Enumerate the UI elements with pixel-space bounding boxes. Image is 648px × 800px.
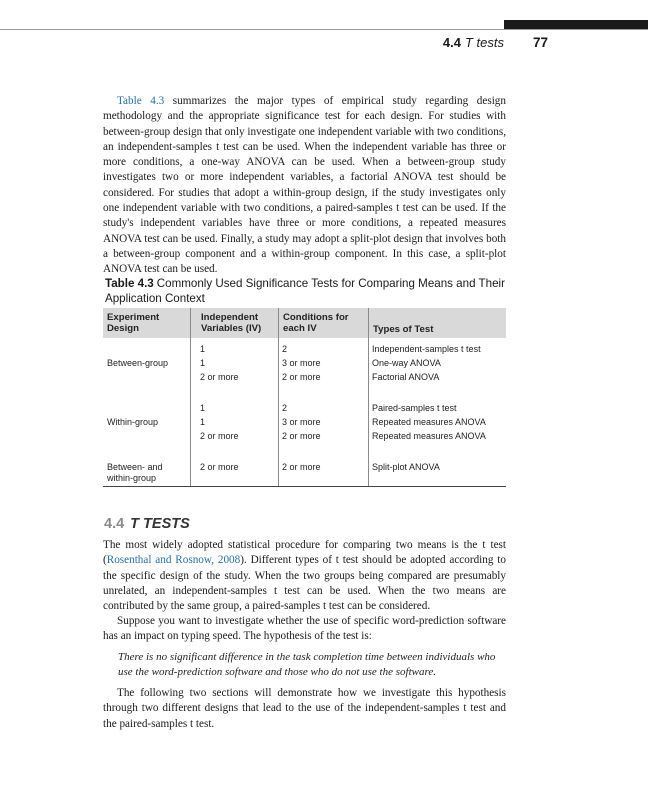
header-test: Types of Test [373,324,434,335]
intro-text: summarizes the major types of empirical study regarding design methodology and the appropriate significance test for each design. For studies with between-group design that only investigate one independent variable with two conditions, an independent-samples t test can be used. When the independent variable has three or more conditions, a one-way ANOVA can be used. When a between-group study investigates two or more independent variables, a factorial ANOVA test should be considered. For studies that adopt a within-group design, if the study investigates only one independent variable with two conditions, a paired-samples t test can be used. If the study's independent variables have three or more conditions, a repeated measures ANOVA test can be used. Finally, a study may adopt a split-plot design that involves both a between-group component and a within-group component. In this case, a split-plot ANOVA test can be used. [103,95,506,276]
iv-cell: 2 or more [200,431,239,441]
conditions-cell: 2 [282,344,288,354]
p1-before: The most widely adopted statistical procedure for comparing two means is the t test ( [103,539,506,567]
p1-after: ). Different types of t test should be adopted according to the specific design of the study. When the two groups being compared are presumably unrelated, an independent-samples t test can be used. When the two means are contributed by the same group, a paired-samples t test can be considered. [103,554,506,613]
section-paragraph-3: The following two sections will demonstrate how we investigate this hypothesis through two different designs that lead to the use of the independent-samples t test and the paired-samples t test. [103,687,506,730]
table-bottom-rule [103,486,506,487]
table-label: Table 4.3 [105,277,154,290]
test-cell: One-way ANOVA [372,358,441,368]
iv-cell: 1 [200,403,206,413]
header-bar [504,20,648,29]
test-cell: Split-plot ANOVA [372,462,440,472]
running-head-section-title: T tests [464,35,504,50]
design-cell: Within-group [107,417,159,427]
table-header-row [103,308,506,338]
citation-link[interactable]: Rosenthal and Rosnow, 2008 [106,554,241,567]
header-iv: Independent Variables (IV) [201,312,262,334]
conditions-cell: 2 or more [282,431,321,441]
section-paragraph-1 [103,538,506,614]
significance-tests-table [103,308,506,486]
conditions-cell: 2 [282,403,288,413]
header-rule [0,29,648,30]
header-conditions: Conditions for each IV [283,312,349,334]
table-caption [105,276,505,306]
table-caption-text: Commonly Used Significance Tests for Comparing Means and Their Application Context [105,277,505,305]
iv-cell: 2 or more [200,372,239,382]
page-number: 77 [532,35,548,50]
running-head-section-number: 4.4 [442,35,461,50]
test-cell: Factorial ANOVA [372,372,440,382]
conditions-cell: 2 or more [282,462,321,472]
test-cell: Independent-samples t test [372,344,481,354]
iv-cell: 1 [200,344,206,354]
test-cell: Repeated measures ANOVA [372,431,486,441]
section-number: 4.4 [104,516,125,532]
table-body [103,338,506,486]
intro-paragraph [103,94,506,278]
section-heading [104,516,190,532]
iv-cell: 1 [200,358,206,368]
running-head-section [443,35,504,50]
iv-cell: 1 [200,417,206,427]
section-title: T TESTS [130,516,190,532]
design-cell: Between-group [107,358,169,368]
conditions-cell: 2 or more [282,372,321,382]
header-design: Experiment Design [107,312,160,334]
iv-cell: 2 or more [200,462,239,472]
design-cell: Between- and within-group [107,462,163,483]
test-cell: Paired-samples t test [372,403,457,413]
table-reference-link[interactable]: Table 4.3 [117,95,165,107]
conditions-cell: 3 or more [282,358,321,368]
conditions-cell: 3 or more [282,417,321,427]
hypothesis-quote: There is no significant difference in the task completion time between individuals who use the word-prediction software and those who do not use the software. [118,651,496,678]
test-cell: Repeated measures ANOVA [372,417,486,427]
section-paragraph-2: Suppose you want to investigate whether the use of specific word-prediction software has an impact on typing speed. The hypothesis of the test is: [103,615,506,643]
